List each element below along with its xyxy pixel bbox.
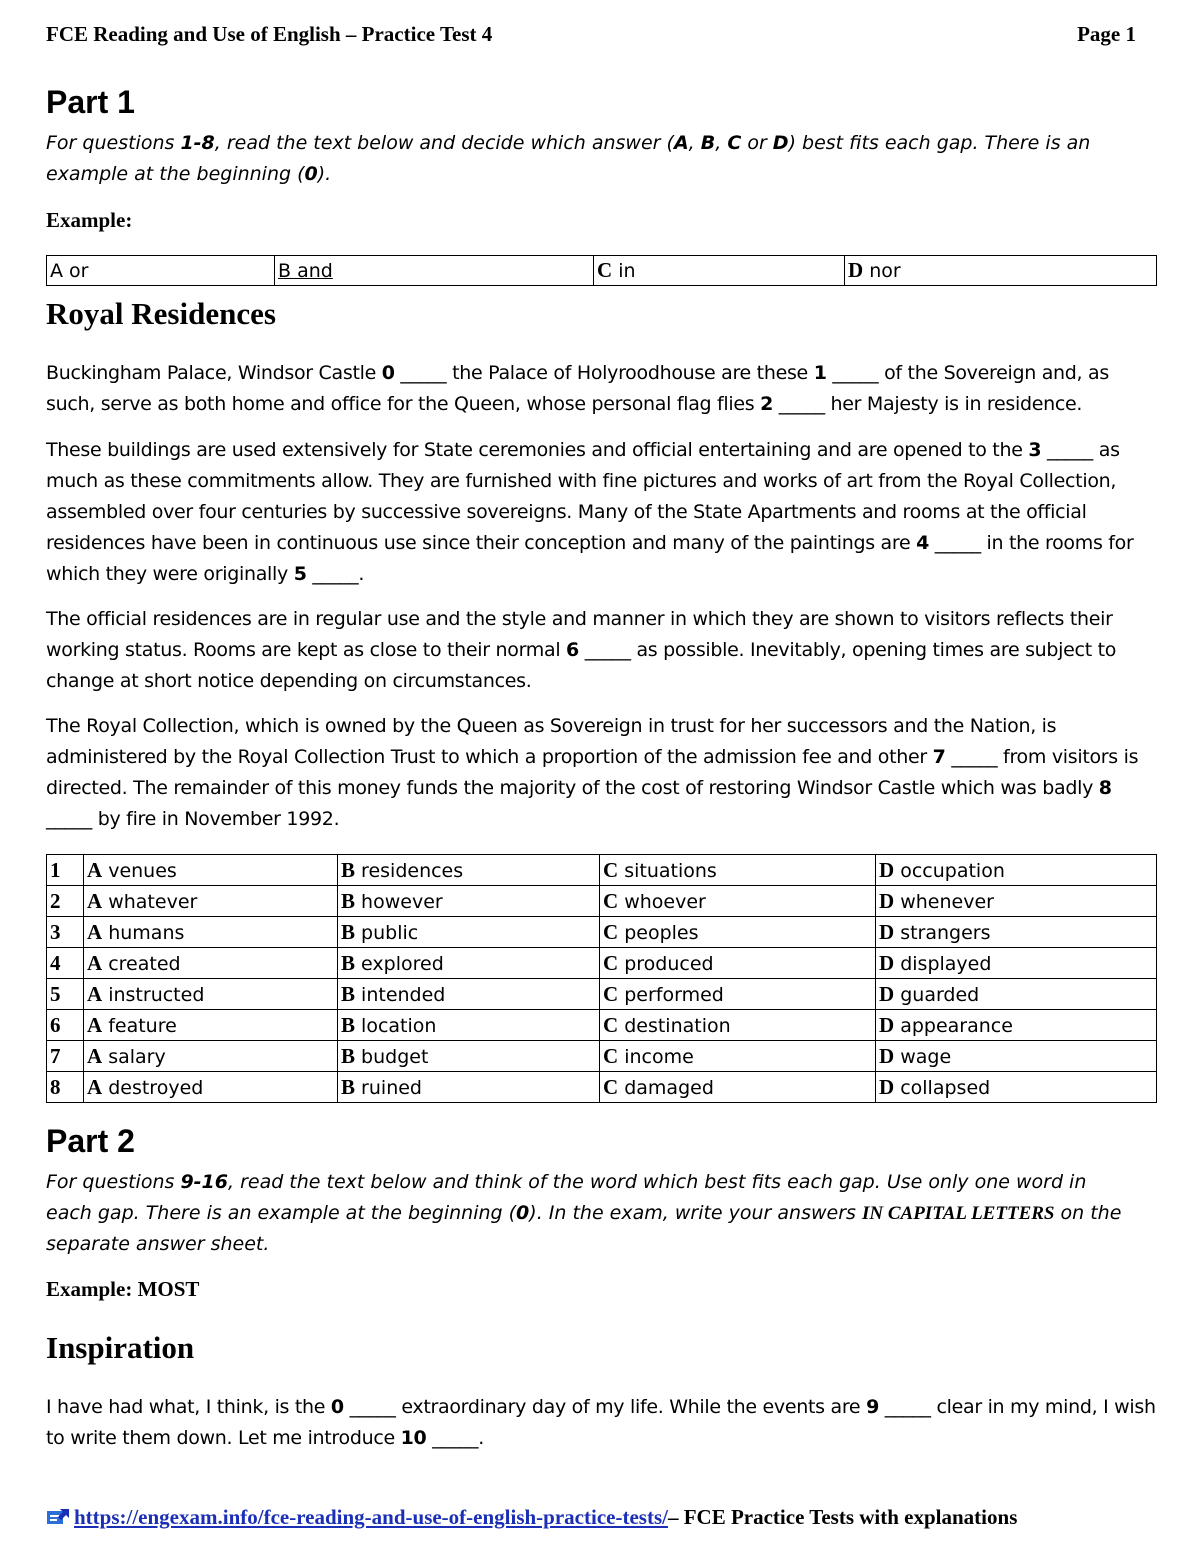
option-c: C produced [600, 948, 876, 979]
option-b: B public [338, 917, 600, 948]
example-option-a: A or [47, 256, 275, 286]
page-footer [46, 1505, 1017, 1530]
footer-text: – FCE Practice Tests with explanations [667, 1505, 1018, 1529]
option-c: C damaged [600, 1072, 876, 1103]
example-option-d: D nor [845, 256, 1157, 286]
option-a: A destroyed [84, 1072, 338, 1103]
option-a: A whatever [84, 886, 338, 917]
option-d: D guarded [876, 979, 1157, 1010]
example-option-b: B and [275, 256, 594, 286]
part1-title: Part 1 [46, 84, 135, 120]
option-a: A salary [84, 1041, 338, 1072]
part1-instructions: For questions 1-8, read the text below and decide which answer (A, B, C or D) best fits each gap. There is an example at the beginning (0). [46, 132, 1091, 185]
text-title-inspiration: Inspiration [46, 1330, 195, 1365]
question-number: 4 [47, 948, 84, 979]
option-a: A venues [84, 855, 338, 886]
paragraph: The Royal Collection, which is owned by the Queen as Sovereign in trust for her successors and the Nation, is administered by the Royal Collection Trust to which a proportion of the admission fee and other 7 _____ from visitors is directed. The remainder of this money funds the majority of the cost of restoring Windsor Castle which was badly 8 _____ by fire in November 1992. [46, 715, 1139, 830]
question-number: 1 [47, 855, 84, 886]
option-b: B location [338, 1010, 600, 1041]
page-number: Page 1 [1077, 22, 1136, 46]
paragraph: Buckingham Palace, Windsor Castle 0 _____ the Palace of Holyroodhouse are these 1 _____ of the Sovereign and, as such, serve as both home and office for the Queen, whose personal flag flies 2 _____ her Majesty is in residence. [46, 362, 1109, 415]
option-c: C whoever [600, 886, 876, 917]
part2-example-label: Example: MOST [46, 1277, 200, 1301]
option-a: A humans [84, 917, 338, 948]
option-b: B explored [338, 948, 600, 979]
option-c: C peoples [600, 917, 876, 948]
option-c: C situations [600, 855, 876, 886]
external-link-icon [46, 1507, 70, 1525]
option-c: C destination [600, 1010, 876, 1041]
table-row [47, 256, 1157, 286]
part2-title: Part 2 [46, 1123, 135, 1159]
option-b: B however [338, 886, 600, 917]
question-number: 8 [47, 1072, 84, 1103]
page-header [46, 22, 1156, 52]
text-title-royal-residences: Royal Residences [46, 296, 276, 331]
option-a: A feature [84, 1010, 338, 1041]
table-row [47, 948, 1157, 979]
table-row [47, 1072, 1157, 1103]
example-option-c: C in [594, 256, 845, 286]
footer-link[interactable]: https://engexam.info/fce-reading-and-use-of-english-practice-tests/ [74, 1505, 668, 1529]
option-a: A created [84, 948, 338, 979]
paragraph: These buildings are used extensively for State ceremonies and official entertaining and are opened to the 3 _____ as much as these commitments allow. They are furnished with fine pictures and works of art from the Royal Collection, assembled over four centuries by successive sovereigns. Many of the State Apartments and rooms at the official residences have been in continuous use since their conception and many of the paintings are 4 _____ in the rooms for which they were originally 5 _____. [46, 439, 1134, 585]
option-d: D appearance [876, 1010, 1157, 1041]
option-b: B budget [338, 1041, 600, 1072]
option-d: D occupation [876, 855, 1157, 886]
table-row [47, 886, 1157, 917]
header-title: FCE Reading and Use of English – Practice Test 4 [46, 22, 493, 46]
table-row [47, 979, 1157, 1010]
table-row [47, 1041, 1157, 1072]
question-number: 3 [47, 917, 84, 948]
option-c: C performed [600, 979, 876, 1010]
table-row [47, 855, 1157, 886]
option-a: A instructed [84, 979, 338, 1010]
part2-instructions: For questions 9-16, read the text below and think of the word which best fits each gap. Use only one word in each gap. There is an example at the beginning (0). In the exam, write your answers IN CAPITAL LETTERS on the separate answer sheet. [46, 1171, 1122, 1255]
option-d: D strangers [876, 917, 1157, 948]
table-row [47, 917, 1157, 948]
question-number: 2 [47, 886, 84, 917]
option-b: B intended [338, 979, 600, 1010]
option-b: B ruined [338, 1072, 600, 1103]
example-table [46, 255, 1157, 286]
option-d: D whenever [876, 886, 1157, 917]
part1-example-label: Example: [46, 208, 133, 232]
option-d: D displayed [876, 948, 1157, 979]
paragraph: I have had what, I think, is the 0 _____ extraordinary day of my life. While the events are 9 _____ clear in my mind, I wish to write them down. Let me introduce 10 _____. [46, 1396, 1156, 1449]
table-row [47, 1010, 1157, 1041]
question-number: 5 [47, 979, 84, 1010]
option-b: B residences [338, 855, 600, 886]
question-number: 7 [47, 1041, 84, 1072]
option-d: D wage [876, 1041, 1157, 1072]
option-c: C income [600, 1041, 876, 1072]
options-table [46, 854, 1157, 1103]
question-number: 6 [47, 1010, 84, 1041]
paragraph: The official residences are in regular use and the style and manner in which they are shown to visitors reflects their working status. Rooms are kept as close to their normal 6 _____ as possible. Inevitably, opening times are subject to change at short notice depending on circumstances. [46, 608, 1117, 692]
option-d: D collapsed [876, 1072, 1157, 1103]
